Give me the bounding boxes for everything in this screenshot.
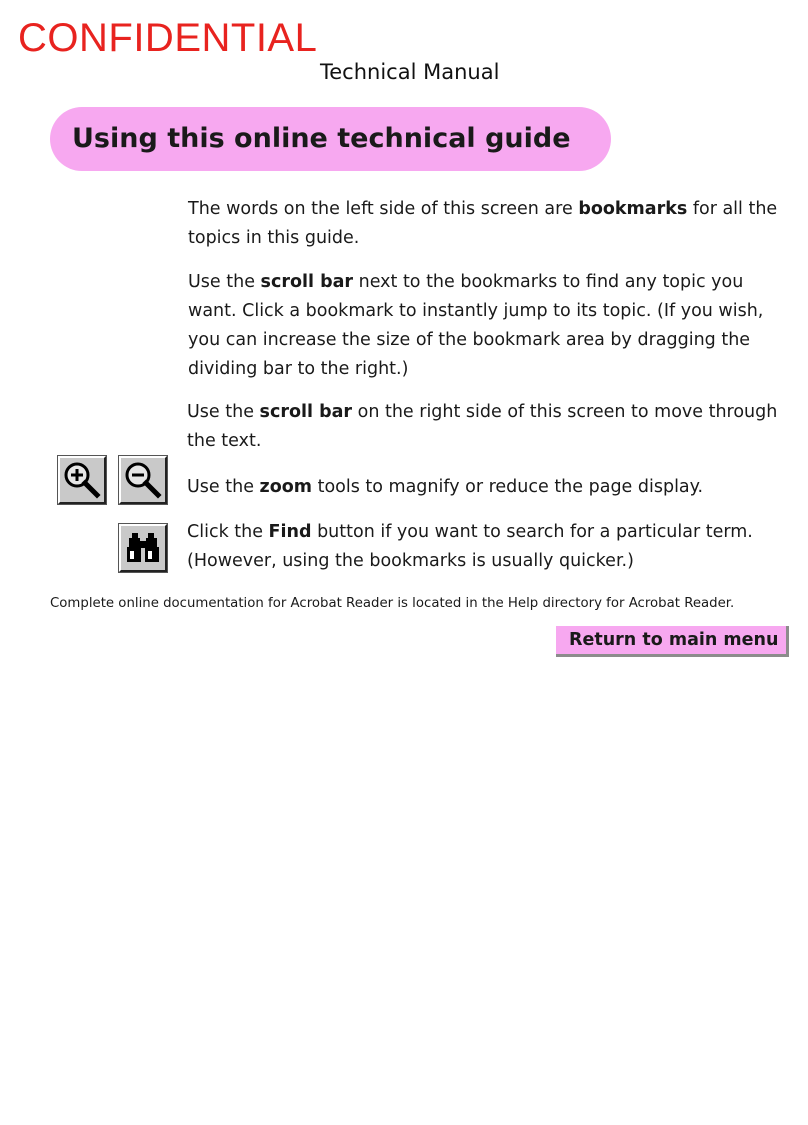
text-segment: tools to magnify or reduce the page display. bbox=[312, 477, 704, 497]
zoom-out-button[interactable] bbox=[119, 456, 167, 504]
text-segment: for all the topics in this guide. bbox=[188, 199, 778, 248]
footnote: Complete online documentation for Acrobat Reader is located in the Help directory for Acrobat Reader. bbox=[50, 596, 735, 611]
text-segment: on the right side of this screen to move through the text. bbox=[187, 402, 778, 451]
paragraph-find bbox=[187, 518, 792, 576]
return-to-main-menu-button[interactable] bbox=[556, 626, 789, 657]
document-subtitle: Technical Manual bbox=[320, 60, 500, 84]
text-segment: Use the bbox=[187, 477, 260, 497]
binoculars-icon bbox=[121, 526, 165, 570]
find-button[interactable] bbox=[119, 524, 167, 572]
page-title: Using this online technical guide bbox=[72, 123, 571, 154]
zoom-in-icon bbox=[60, 458, 104, 502]
bold-term: scroll bar bbox=[260, 272, 354, 292]
text-segment: button if you want to search for a particular term. (However, using the bookmarks is usually quicker.) bbox=[187, 522, 753, 571]
bold-term: bookmarks bbox=[578, 199, 688, 219]
confidential-stamp: CONFIDENTIAL bbox=[18, 16, 318, 60]
bold-term: scroll bar bbox=[259, 402, 353, 422]
zoom-in-button[interactable] bbox=[58, 456, 106, 504]
paragraph-bookmarks bbox=[188, 195, 793, 253]
paragraph-page-scroll bbox=[187, 398, 792, 456]
zoom-out-icon bbox=[121, 458, 165, 502]
paragraph-zoom bbox=[187, 473, 792, 502]
text-segment: The words on the left side of this screen are bbox=[188, 199, 579, 219]
bold-term: zoom bbox=[259, 477, 313, 497]
text-segment: next to the bookmarks to find any topic you want. Click a bookmark to instantly jump to its topic. (If you wish, you can increase the size of the bookmark area by dragging the dividing bar to the right.) bbox=[188, 272, 764, 379]
title-banner bbox=[50, 107, 611, 171]
text-segment: Click the bbox=[187, 522, 269, 542]
paragraph-bookmark-scroll bbox=[188, 268, 793, 384]
text-segment: Use the bbox=[187, 402, 260, 422]
bold-term: Find bbox=[268, 522, 312, 542]
text-segment: Use the bbox=[188, 272, 261, 292]
return-button-label: Return to main menu bbox=[569, 630, 779, 650]
